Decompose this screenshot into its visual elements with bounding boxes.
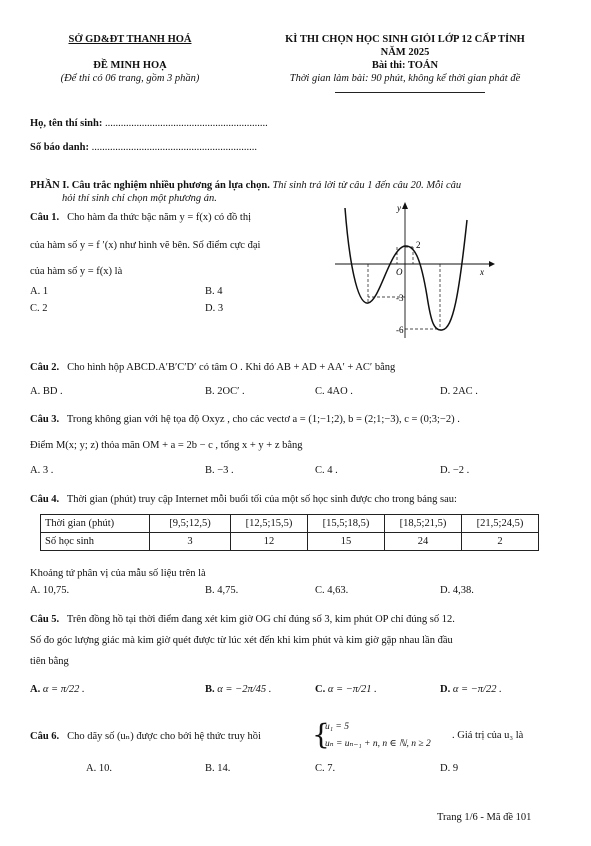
question-3-text-1: Trong không gian với hệ tọa độ Oxyz , cho các vectơ a = (1;−1;2), b = (2;1;−3), c = (0;3;−2) . [66,414,460,425]
part1-title: PHẦN I. Câu trắc nghiệm nhiều phương án lựa chọn. [30,180,270,191]
question-5-option-c[interactable] [315,684,377,695]
origin-label: O [396,267,403,277]
table-cell: 12 [231,533,308,551]
question-1-text-2: của hàm số y = f ′(x) như hình vẽ bên. Số điểm cực đại [30,240,261,251]
question-1-number: Câu 1. [30,212,60,223]
pages-note: (Để thi có 06 trang, gồm 3 phần) [60,73,200,84]
question-5-text-2: Số đo góc lượng giác mà kim giờ quét được từ lúc xét đến khi kim phút và kim giờ gặp nhau lần đầu [30,635,453,646]
derivative-curve [345,208,467,330]
student-id-row [30,142,257,153]
question-1-text-1: Cho hàm đa thức bậc năm y = f(x) có đồ thị [67,212,252,223]
exam-title: KÌ THI CHỌN HỌC SINH GIỎI LỚP 12 CẤP TỈNH [285,34,525,45]
student-name-row [30,118,268,129]
question-2-line [30,362,395,373]
option-expr: α = −2π/45 . [217,684,272,695]
part1-heading [30,180,461,191]
part1-instruction-1: Thí sinh trả lời từ câu 1 đến câu 20. Mỗi câu [272,180,462,191]
table-row [41,515,539,533]
question-4-option-c[interactable]: C. 4,63. [315,585,349,596]
table-cell: 15 [308,533,385,551]
question-1-option-d[interactable]: D. 3 [205,303,224,314]
question-6-option-b[interactable]: B. 14. [205,763,231,774]
table-row [41,533,539,551]
question-5-option-d[interactable] [440,684,502,695]
question-4-line [30,494,457,505]
derivative-graph [335,200,495,340]
question-6-option-c[interactable]: C. 7. [315,763,336,774]
table-cell: Số học sinh [41,533,150,551]
student-name-label: Họ, tên thí sinh: [30,118,103,129]
question-2-option-d[interactable]: D. 2AC . [440,386,478,397]
recurrence-line-1: u₁ = 5 [325,722,349,732]
student-id-label: Số báo danh: [30,142,89,153]
question-4-text: Thời gian (phút) truy cập Internet mỗi buổi tối của một số học sinh được cho trong bảng sau: [66,494,457,505]
question-1-option-a[interactable]: A. 1 [30,286,49,297]
table-cell: [18,5;21,5) [385,515,462,533]
option-expr: α = −π/21 . [327,684,377,695]
question-1-line-1 [30,212,251,223]
student-name-dots: .............................................................. [104,118,268,129]
tick-label-2: 2 [416,240,421,250]
question-2-option-a[interactable]: A. BD . [30,386,63,397]
question-2-option-b[interactable]: B. 2OC′ . [205,386,245,397]
question-4-option-a[interactable]: A. 10,75. [30,585,70,596]
table-cell: 2 [462,533,539,551]
option-expr: α = −π/22 . [452,684,502,695]
table-cell: 3 [150,533,231,551]
x-axis-arrow-icon [489,261,495,267]
question-5-line-1 [30,614,455,625]
y-axis-label: y [397,203,401,213]
question-2-option-c[interactable]: C. 4AO . [315,386,353,397]
question-2-text: Cho hình hộp ABCD.A′B′C′D′ có tâm O . Khi đó AB + AD + AA′ + AC′ bằng [67,362,396,373]
exam-year: NĂM 2025 [380,47,430,58]
question-5-option-a[interactable] [30,684,85,695]
left-brace-icon: { [312,718,330,751]
question-3-option-a[interactable]: A. 3 . [30,465,54,476]
table-cell: 24 [385,533,462,551]
department-name: SỞ GD&ĐT THANH HOÁ [68,34,192,45]
question-3-option-c[interactable]: C. 4 . [315,465,338,476]
option-label: D. [440,684,451,695]
part1-instruction-2: hỏi thí sinh chỉ chọn một phương án. [62,193,217,204]
question-5-option-b[interactable] [205,684,271,695]
question-6-text: Cho dãy số (uₙ) được cho bởi hệ thức truy hồi [67,731,261,742]
option-label: C. [315,684,326,695]
x-axis-label: x [480,267,484,277]
table-cell: [9,5;12,5) [150,515,231,533]
question-4-option-d[interactable]: D. 4,38. [440,585,474,596]
question-1-text-3: của hàm số y = f(x) là [30,266,123,277]
question-5-number: Câu 5. [30,614,60,625]
tick-label-minus-6: -6 [396,325,404,335]
sample-label: ĐỀ MINH HOẠ [93,60,167,71]
option-expr: α = π/22 . [42,684,85,695]
question-3-number: Câu 3. [30,414,60,425]
question-1-option-c[interactable]: C. 2 [30,303,48,314]
question-3-option-d[interactable]: D. −2 . [440,465,470,476]
question-6-number: Câu 6. [30,731,60,742]
question-6-option-d[interactable]: D. 9 [440,763,459,774]
question-3-text-2: Điểm M(x; y; z) thỏa mãn OM + a = 2b − c , tổng x + y + z bằng [30,440,303,451]
option-label: B. [205,684,215,695]
table-cell: Thời gian (phút) [41,515,150,533]
page-footer: Trang 1/6 - Mã đề 101 [437,812,532,823]
tick-label-minus-3: -3 [396,293,404,303]
question-3-line-1 [30,414,460,425]
question-4-number: Câu 4. [30,494,60,505]
table-cell: [15,5;18,5) [308,515,385,533]
header-divider [335,92,485,93]
table-cell: [21,5;24,5) [462,515,539,533]
recurrence-line-2: uₙ = uₙ₋₁ + n, n ∈ ℕ, n ≥ 2 [325,739,431,749]
question-1-option-b[interactable]: B. 4 [205,286,223,297]
question-6-line [30,730,261,742]
question-6-tail: . Giá trị của u₃ là [452,730,524,741]
option-label: A. [30,684,41,695]
question-4-option-b[interactable]: B. 4,75. [205,585,239,596]
student-id-dots: ............................................................... [91,142,257,153]
subject-label: Bài thi: TOÁN [371,60,439,71]
question-3-option-b[interactable]: B. −3 . [205,465,234,476]
question-5-text-3: tiên bằng [30,656,69,667]
question-6-option-a[interactable]: A. 10. [86,763,112,774]
question-2-number: Câu 2. [30,362,60,373]
question-5-text-1: Trên đồng hồ tại thời điểm đang xét kim giờ OG chỉ đúng số 3, kim phút OP chỉ đúng số 12. [66,614,455,625]
y-axis-arrow-icon [402,202,408,209]
table-cell: [12,5;15,5) [231,515,308,533]
frequency-table [40,514,539,551]
time-note: Thời gian làm bài: 90 phút, không kể thời gian phát đề [289,73,521,84]
question-4-after-text: Khoảng tứ phân vị của mẫu số liệu trên là [30,568,206,579]
